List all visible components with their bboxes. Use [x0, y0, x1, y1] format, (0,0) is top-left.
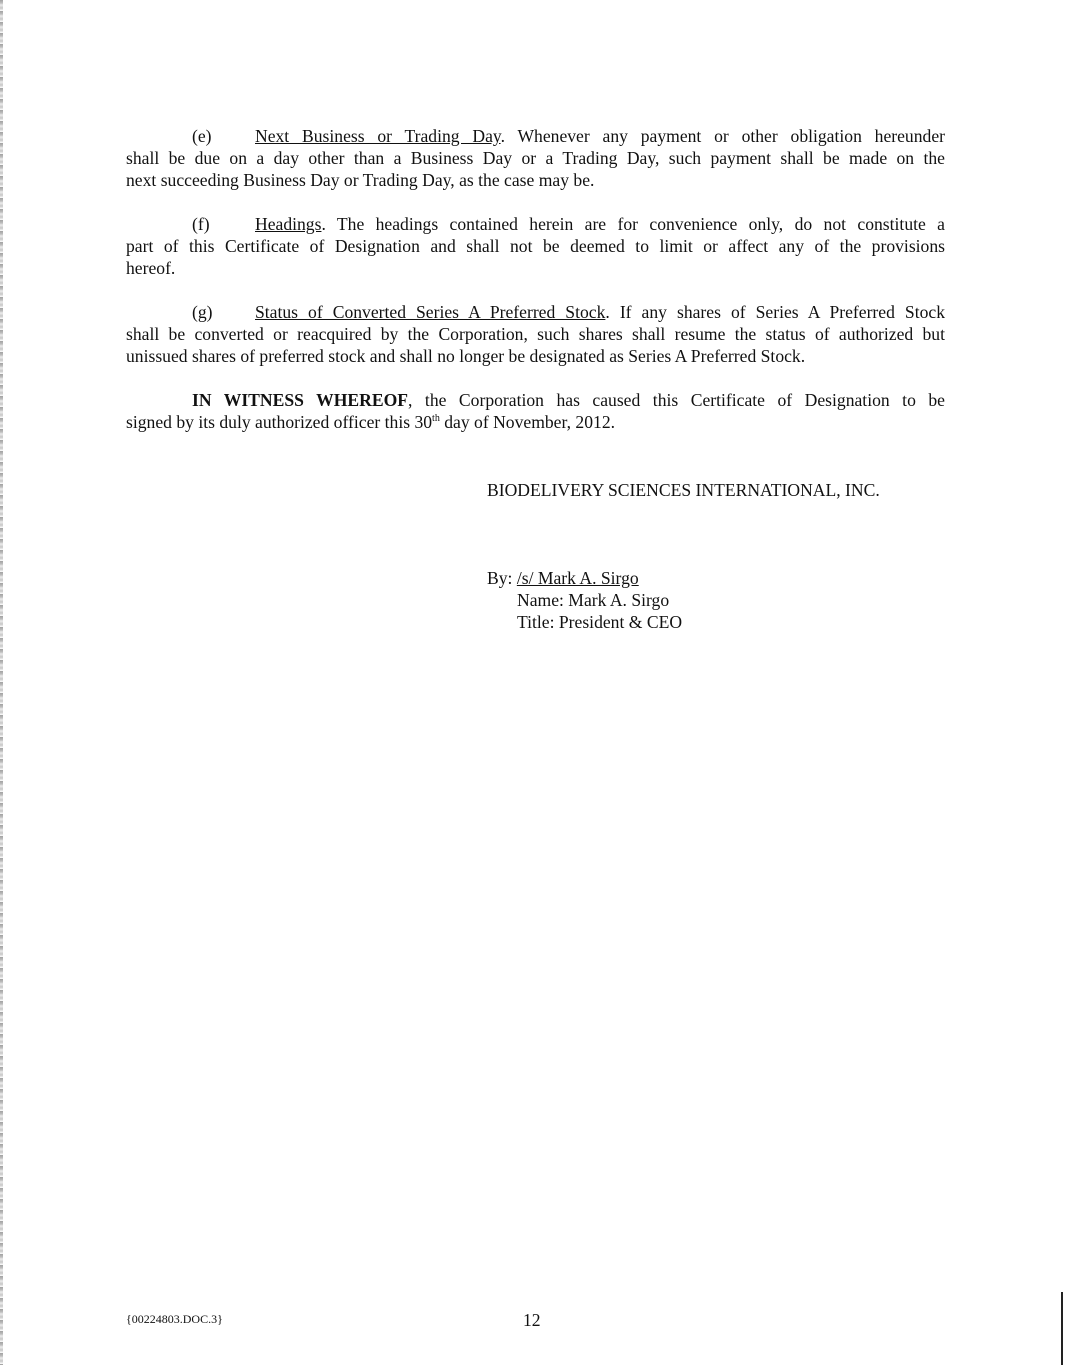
paragraph-e-line-1 [126, 125, 945, 147]
scan-edge-left [0, 0, 3, 1365]
signature-by-label: By: [487, 568, 517, 588]
paragraph-g-text-1: . If any shares of Series A Preferred Stock [605, 302, 945, 322]
paragraph-f-line-2: part of this Certificate of Designation and shall not be deemed to limit or affect any of the provisions [126, 236, 945, 256]
witness-line-2-after: day of November, 2012. [439, 412, 616, 432]
paragraph-f-heading: Headings [255, 214, 322, 234]
paragraph-g-line-2: shall be converted or reacquired by the Corporation, such shares shall resume the status of authorized but [126, 324, 945, 344]
witness-line-2 [126, 411, 945, 433]
signature-signed: /s/ Mark A. Sirgo [516, 568, 639, 588]
paragraph-e-line-3: next succeeding Business Day or Trading Day, as the case may be. [126, 170, 595, 190]
footer-doc-id: {00224803.DOC.3} [126, 1312, 223, 1326]
witness-line-1-rest: , the Corporation has caused this Certificate of Designation to be [408, 390, 945, 410]
paragraph-f [126, 213, 945, 279]
paragraph-e-heading: Next Business or Trading Day [255, 126, 501, 146]
witness-bold-lead: IN WITNESS WHEREOF [192, 390, 409, 410]
paragraph-g-label: (g) [192, 302, 213, 322]
witness-line-1 [126, 389, 945, 411]
paragraph-g-heading: Status of Converted Series A Preferred Stock [255, 302, 606, 322]
paragraph-e-text-1: . Whenever any payment or other obligation hereunder [500, 126, 945, 146]
paragraph-g-line-3: unissued shares of preferred stock and shall no longer be designated as Series A Preferred Stock. [126, 346, 806, 366]
paragraph-g [126, 301, 945, 367]
scan-edge-right [1061, 1292, 1063, 1365]
paragraph-e [126, 125, 945, 191]
witness-ordinal-suffix: th [432, 413, 440, 425]
paragraph-f-text-1: . The headings contained herein are for convenience only, do not constitute a [321, 214, 945, 234]
signature-name: Name: Mark A. Sirgo [517, 590, 670, 610]
paragraph-g-line-1 [126, 301, 945, 323]
paragraph-e-line-2: shall be due on a day other than a Business Day or a Trading Day, such payment shall be made on the [126, 148, 945, 168]
paragraph-f-label: (f) [192, 214, 210, 234]
witness-line-2-before: signed by its duly authorized officer this 30 [126, 412, 433, 432]
signature-block [487, 567, 682, 633]
paragraph-f-line-1 [126, 213, 945, 235]
company-name: BIODELIVERY SCIENCES INTERNATIONAL, INC. [487, 480, 880, 500]
page-number: 12 [523, 1310, 541, 1330]
signature-title: Title: President & CEO [517, 612, 683, 632]
paragraph-e-label: (e) [192, 126, 212, 146]
paragraph-f-line-3: hereof. [126, 258, 176, 278]
signature-by-row [487, 567, 682, 589]
witness-paragraph [126, 389, 945, 433]
